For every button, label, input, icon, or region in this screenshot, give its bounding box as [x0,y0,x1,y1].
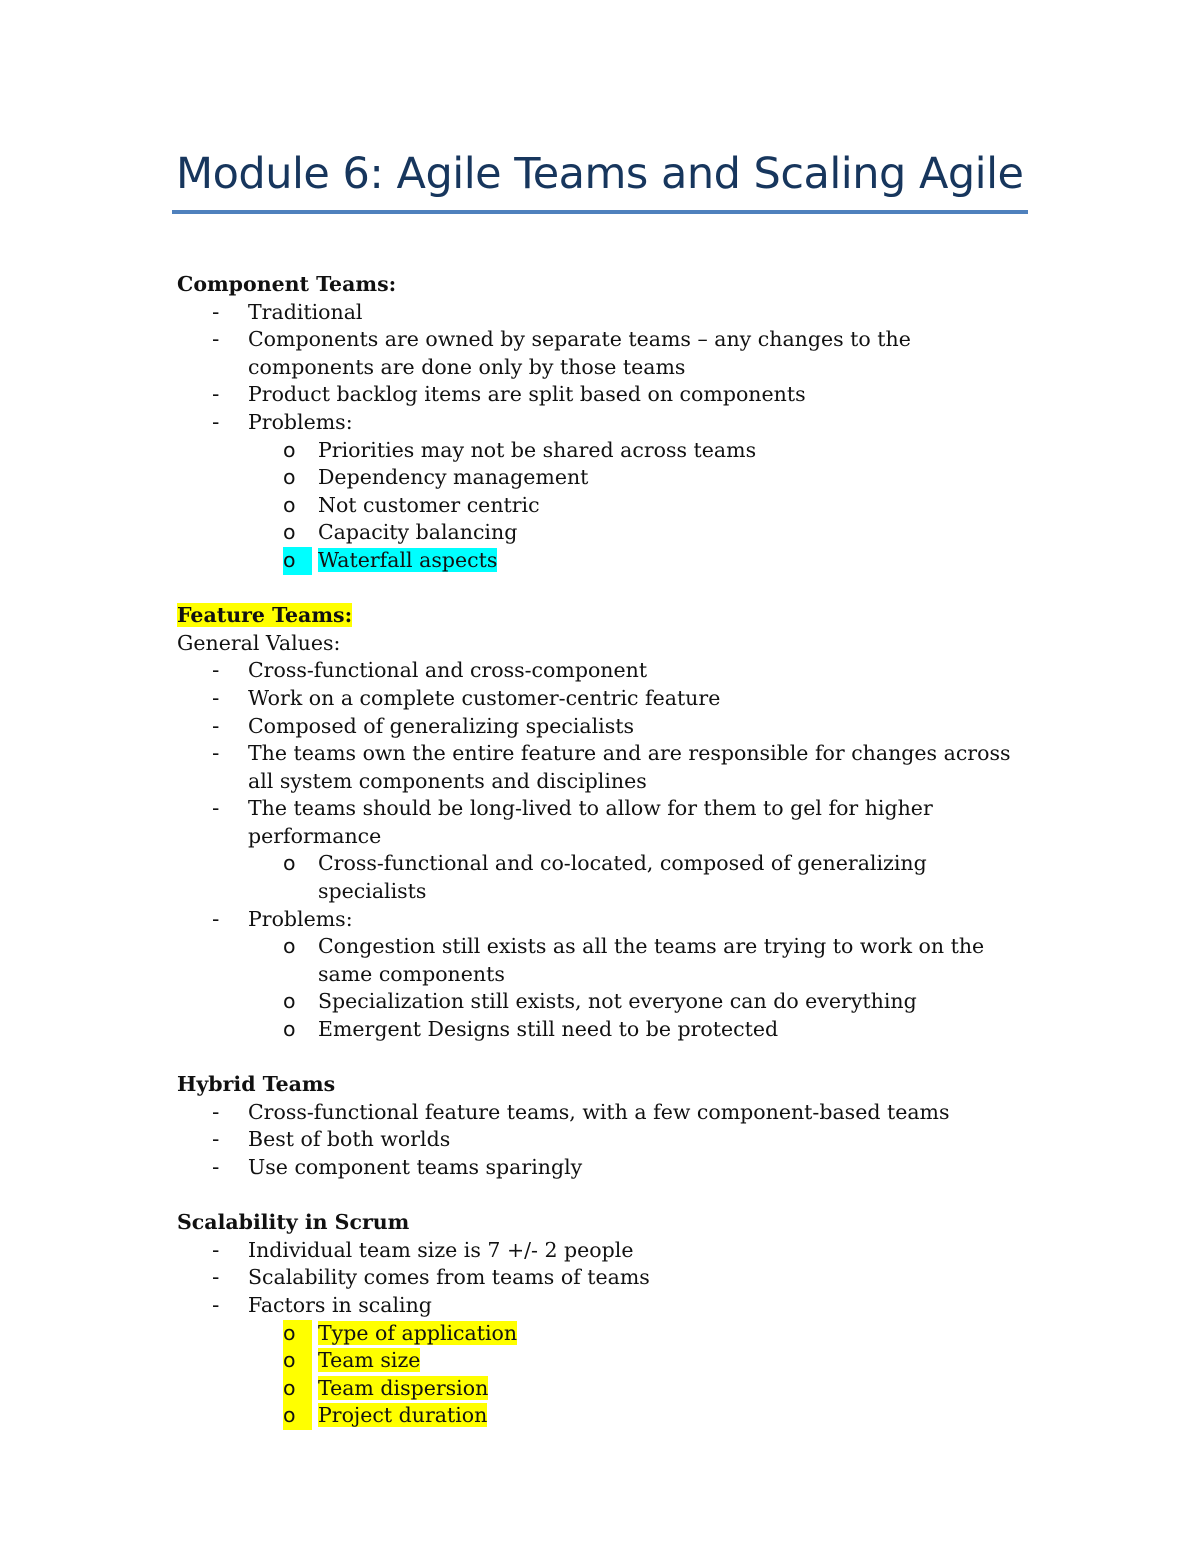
list-item [177,1099,1037,1127]
list-item-text: Components are owned by separate teams – any changes to the components are done only by those teams [248,327,911,379]
dash-marker: - [212,1155,220,1179]
highlighted-text: Team size [318,1348,421,1373]
list-item [177,1237,1037,1265]
highlighted-heading: Feature Teams: [177,603,353,628]
list-item-text: Work on a complete customer-centric feature [248,685,721,710]
section-heading: Scalability in Scrum [177,1210,410,1235]
circle-marker: o [283,547,312,575]
highlighted-text: Waterfall aspects [318,547,498,572]
dash-marker: - [212,1099,220,1124]
list-item-text: Traditional [248,299,363,324]
page-title: Module 6: Agile Teams and Scaling Agile [176,149,1024,199]
list-item [177,1264,1037,1292]
dash-marker: - [212,409,220,434]
dash-marker: - [212,1127,220,1152]
list-item [177,685,1037,713]
list-item-text: Composed of generalizing specialists [248,713,635,738]
circle-marker: o [283,1017,296,1042]
spacer [177,575,1037,603]
dash-marker: - [212,796,220,821]
circle-marker: o [283,1375,312,1403]
circle-marker: o [283,989,296,1014]
bullet-list [177,299,1037,575]
sub-list-item [177,933,1037,988]
list-item [177,657,1037,685]
circle-marker: o [283,465,296,490]
list-item-text: The teams should be long-lived to allow for them to gel for higher performance [248,796,933,848]
dash-marker: - [212,713,220,738]
list-item-text: Product backlog items are split based on components [248,382,806,407]
list-item-text: Emergent Designs still need to be protected [318,1017,779,1042]
list-item [177,326,1037,381]
list-item [177,381,1037,409]
list-item-text: Best of both worlds [248,1127,451,1152]
sub-list-item [177,492,1037,520]
section-component-teams [177,271,1037,575]
list-item-text: Capacity balancing [318,520,518,545]
circle-marker: o [283,520,296,545]
section-subheading: General Values: [177,630,341,655]
spacer [177,1182,1037,1210]
bullet-list [177,657,1037,1043]
list-item [177,299,1037,327]
dash-marker: - [212,1265,220,1290]
dash-marker: - [212,658,220,683]
list-item [177,713,1037,741]
list-item [177,1292,1037,1320]
section-scalability [177,1209,1037,1430]
bullet-list [177,1099,1037,1182]
dash-marker: - [212,1237,220,1262]
list-item-text: Congestion still exists as all the teams are trying to work on the same components [318,934,985,986]
list-item [177,795,1037,850]
list-item [177,409,1037,437]
bullet-list [177,1237,1037,1430]
list-item-text: Priorities may not be shared across teams [318,437,757,462]
spacer [177,1044,1037,1072]
list-item-text: Scalability comes from teams of teams [248,1265,650,1290]
sub-list-item [177,850,1037,905]
section-heading: Hybrid Teams [177,1072,336,1097]
section-heading: Component Teams: [177,272,397,296]
sub-list-item-highlighted [177,1347,1037,1375]
list-item-text: Problems: [248,906,353,931]
highlighted-text: Team dispersion [318,1375,489,1400]
sub-list-item [177,1016,1037,1044]
section-feature-teams [177,602,1037,1044]
list-item-text: Factors in scaling [248,1292,432,1317]
list-item [177,906,1037,934]
list-item [177,1154,1037,1182]
highlighted-text: Project duration [318,1403,488,1428]
list-item-text: Cross-functional and co-located, composed of generalizing specialists [318,851,927,904]
list-item-text: Not customer centric [318,492,540,517]
list-item [177,740,1037,795]
highlighted-text: Type of application [318,1320,518,1345]
sub-list-item [177,519,1037,547]
circle-marker: o [283,1347,312,1375]
dash-marker: - [212,741,220,766]
sub-list-item-highlighted [177,1402,1037,1430]
list-item [177,1126,1037,1154]
list-item-text: The teams own the entire feature and are responsible for changes across all system components and disciplines [248,741,1011,793]
list-item-text: Cross-functional and cross-component [248,658,648,683]
circle-marker: o [283,934,296,959]
sub-list-item [177,988,1037,1016]
sub-list-item-highlighted [177,547,1037,575]
dash-marker: - [212,382,220,407]
sub-list-item [177,437,1037,465]
dash-marker: - [212,685,220,710]
section-heading [177,602,1037,630]
list-item-text: Use component teams sparingly [248,1155,583,1179]
list-item-text: Individual team size is 7 +/- 2 people [248,1237,634,1262]
dash-marker: - [212,299,220,324]
sub-list-item [177,464,1037,492]
circle-marker: o [283,492,296,517]
list-item-text: Specialization still exists, not everyone can do everything [318,989,917,1014]
dash-marker: - [212,1292,220,1317]
sub-list-item-highlighted [177,1375,1037,1403]
list-item-text: Problems: [248,409,353,434]
circle-marker: o [283,437,296,462]
title-underline [172,210,1028,214]
list-item-text: Cross-functional feature teams, with a few component-based teams [248,1099,950,1124]
sub-list-item-highlighted [177,1320,1037,1348]
circle-marker: o [283,851,296,876]
circle-marker: o [283,1320,312,1348]
circle-marker: o [283,1402,312,1430]
document-body [177,271,1037,1430]
section-hybrid-teams [177,1071,1037,1181]
dash-marker: - [212,906,220,931]
dash-marker: - [212,327,220,352]
list-item-text: Dependency management [318,465,589,490]
